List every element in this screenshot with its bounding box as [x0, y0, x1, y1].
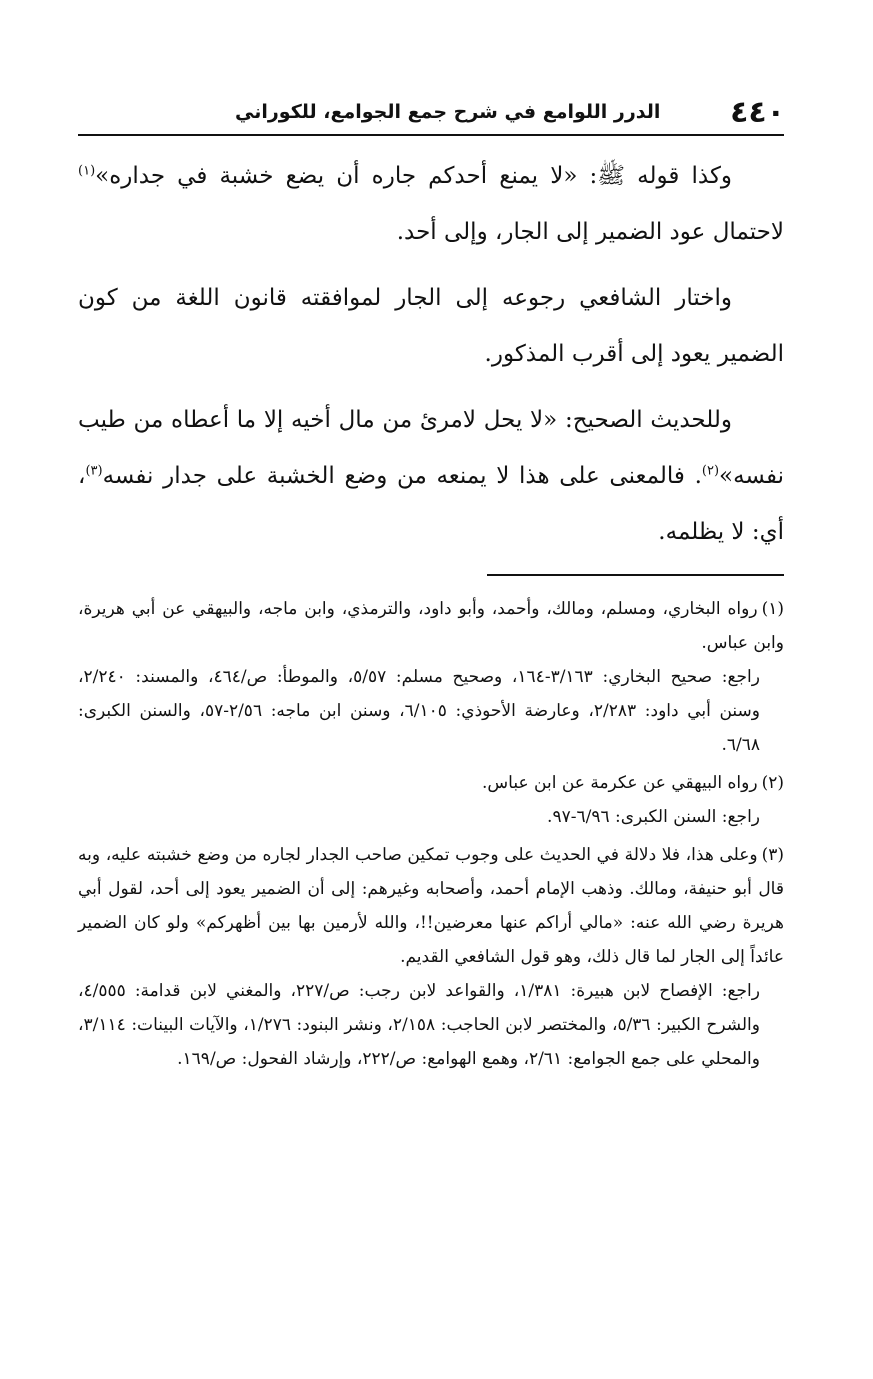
footnote-divider: [487, 574, 784, 576]
header-divider: [78, 134, 784, 136]
main-text: [78, 148, 784, 560]
footnote-2: [78, 766, 784, 834]
paragraph-2: [78, 270, 784, 382]
footnote-2-line-2: راجع: السنن الكبرى: ٦/٩٦-٩٧.: [547, 807, 760, 827]
page-header: [235, 92, 785, 132]
page-number: ٤٤٠: [730, 94, 785, 130]
footnote-3-text: وعلى هذا، فلا دلالة في الحديث على وجوب تمكين صاحب الجدار لجاره من وضع خشبته عليه، وبه قال أبو حنيفة، ومالك. وذهب الإمام أحمد، وأصحابه وغيرهم: إلى أن الضمير يعود إلى أحد، لقول أبي هريرة رضي الله عنه: «مالي أراكم عنها معرضين!!، والله لأرمين بها بين أظهركم» ولو كان الضمير عائداً إلى الجار لما قال ذلك، وهو قول الشافعي القديم.: [78, 845, 784, 967]
paragraph-2-text: واختار الشافعي رجوعه إلى الجار لموافقته قانون اللغة من كون الضمير يعود إلى أقرب المذكور.: [78, 285, 784, 367]
paragraph-1-text-end: لاحتمال عود الضمير إلى الجار، وإلى أحد.: [396, 219, 784, 245]
paragraph-3: [78, 392, 784, 560]
paragraph-3-text-end: ، أي: لا يظلمه.: [78, 463, 784, 545]
footnote-ref-2: (٢): [701, 463, 720, 479]
paragraph-3-text: وللحديث الصحيح: «لا يحل لامرئ من مال أخيه إلا ما أعطاه من طيب نفسه»: [78, 407, 784, 489]
footnote-3-line-1: [78, 838, 784, 974]
footnote-1-line-1: [78, 592, 784, 660]
footnote-1: [78, 592, 784, 762]
footnote-1-line-2: راجع: صحيح البخاري: ٣/١٦٣-١٦٤، وصحيح مسلم: ٥/٥٧، والموطأ: ص/٤٦٤، والمسند: ٢/٢٤٠، وسنن أبي داود: ٢/٢٨٣، وعارضة الأحوذي: ٦/١٠٥، وسنن ابن ماجه: ٢/٥٦-٥٧، والسنن الكبرى: ٦/٦٨.: [78, 667, 760, 755]
paragraph-1: [78, 148, 784, 260]
footnote-2-number: (٢): [761, 773, 784, 793]
footnote-3-line-2: راجع: الإفصاح لابن هبيرة: ١/٣٨١، والقواعد لابن رجب: ص/٢٢٧، والمغني لابن قدامة: ٤/٥٥٥، والشرح الكبير: ٥/٣٦، والمختصر لابن الحاجب: ٢/١٥٨، ونشر البنود: ١/٢٧٦، والآيات البينات: ٣/١١٤، والمحلي على جمع الجوامع: ٢/٦١، وهمع الهوامع: ص/٢٢٢، وإرشاد الفحول: ص/١٦٩.: [78, 981, 760, 1069]
footnote-3: [78, 838, 784, 1076]
footnote-2-text: رواه البيهقي عن عكرمة عن ابن عباس.: [482, 773, 758, 793]
paragraph-1-text: وكذا قوله ﷺ: «لا يمنع أحدكم جاره أن يضع خشبة في جداره»: [95, 163, 732, 189]
footnote-3-number: (٣): [761, 845, 784, 865]
footnote-2-line-1: [78, 766, 784, 800]
footnote-1-text: رواه البخاري، ومسلم، ومالك، وأحمد، وأبو داود، والترمذي، وابن ماجه، والبيهقي عن أبي هريرة، وابن عباس.: [78, 599, 784, 653]
running-title: الدرر اللوامع في شرح جمع الجوامع، للكوراني: [235, 101, 661, 123]
paragraph-3-text-mid: . فالمعنى على هذا لا يمنعه من وضع الخشبة على جدار نفسه: [102, 463, 702, 489]
footnote-1-number: (١): [761, 599, 784, 619]
footnote-ref-1: (١): [78, 163, 96, 179]
footnotes: [78, 592, 784, 1080]
footnote-ref-3: (٣): [85, 463, 103, 479]
